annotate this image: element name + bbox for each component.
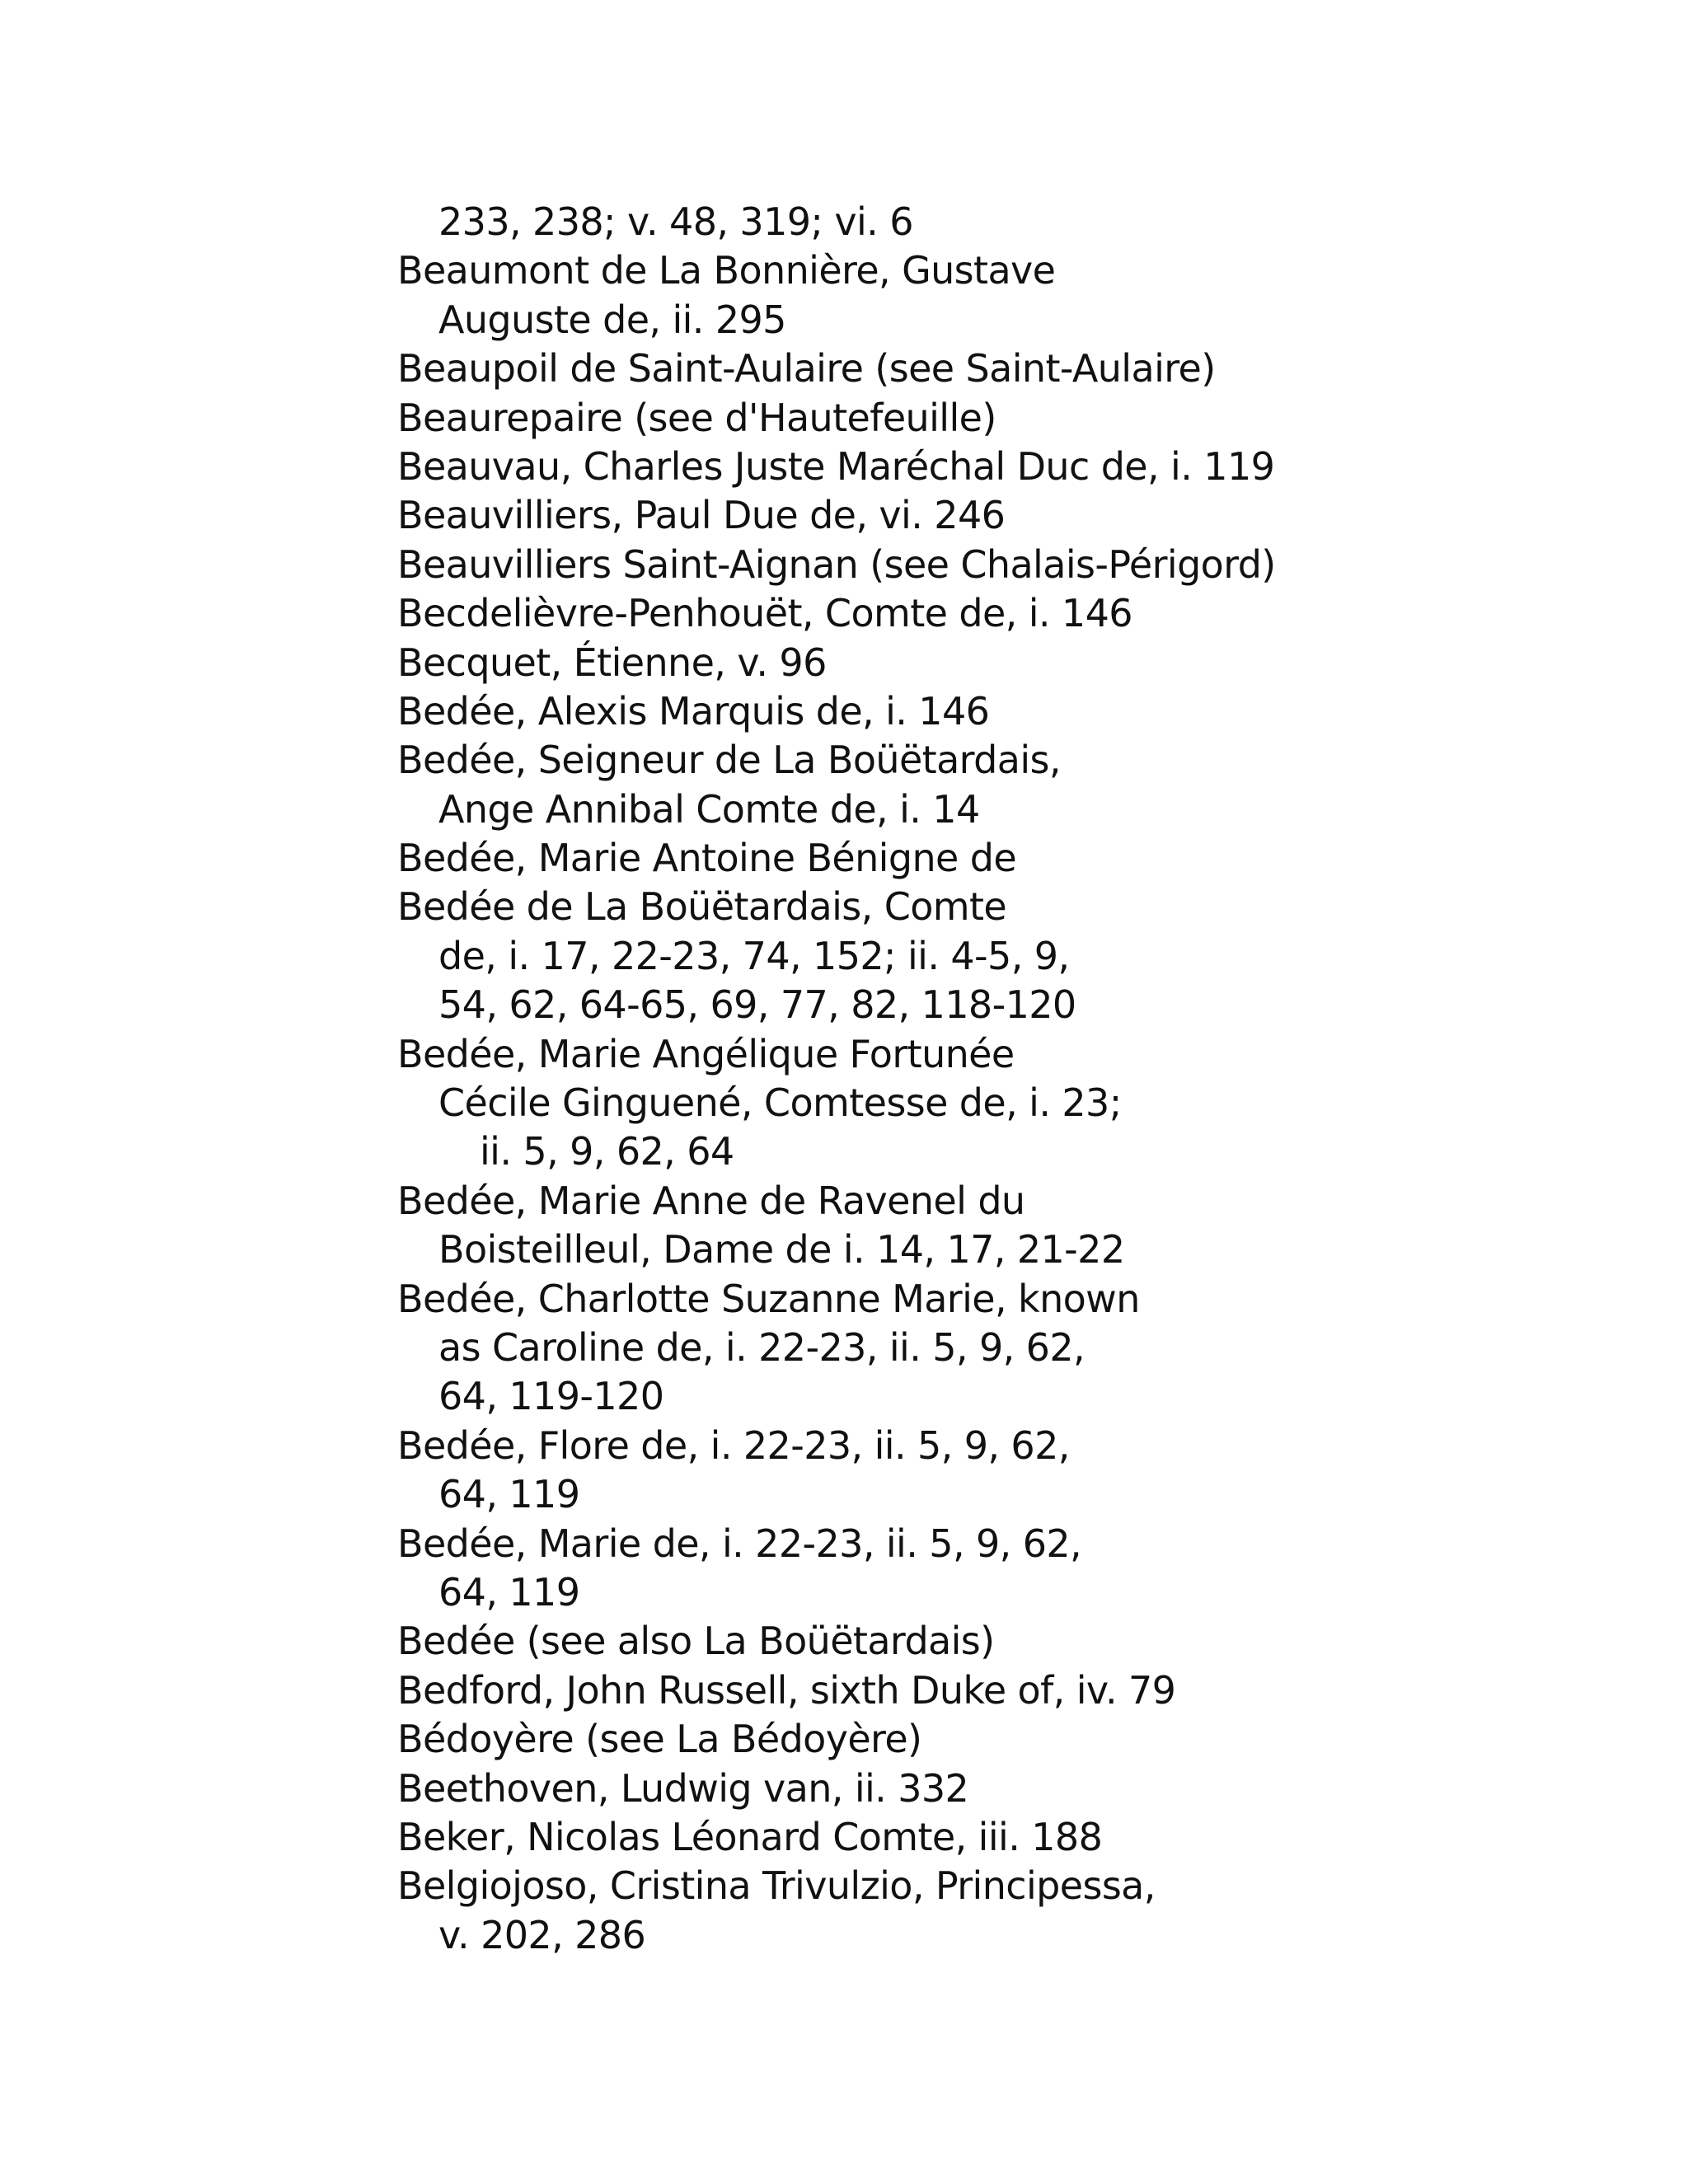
index-entry-continuation: Ange Annibal Comte de, i. 14 — [438, 786, 980, 832]
index-entry-continuation: 54, 62, 64-65, 69, 77, 82, 118-120 — [438, 982, 1076, 1028]
index-entry: Becdelièvre-Penhouët, Comte de, i. 146 — [397, 591, 1132, 636]
index-entry: Beauvilliers, Paul Due de, vi. 246 — [397, 493, 1006, 538]
index-entry: Bedée, Seigneur de La Boüëtardais, — [397, 738, 1061, 783]
index-entry: Bedée, Marie Anne de Ravenel du — [397, 1178, 1025, 1223]
index-entry-continuation: v. 202, 286 — [438, 1912, 646, 1957]
index-entry-continuation: Cécile Ginguené, Comtesse de, i. 23; — [438, 1080, 1122, 1126]
index-entry-continuation: as Caroline de, i. 22-23, ii. 5, 9, 62, — [438, 1324, 1085, 1370]
index-entry: Beauvilliers Saint-Aignan (see Chalais-Périgord) — [397, 541, 1276, 587]
index-entry-list — [397, 198, 1634, 1960]
index-entry: Bedée, Marie Antoine Bénigne de — [397, 836, 1017, 881]
index-entry: Bedée de La Boüëtardais, Comte — [397, 884, 1007, 930]
index-entry: Beaumont de La Bonnière, Gustave — [397, 248, 1056, 293]
index-entry: Bedée, Flore de, i. 22-23, ii. 5, 9, 62, — [397, 1422, 1070, 1468]
index-entry: Bedée, Alexis Marquis de, i. 146 — [397, 688, 990, 733]
index-entry: Bedée (see also La Boüëtardais) — [397, 1619, 995, 1664]
index-entry: Beaupoil de Saint-Aulaire (see Saint-Aulaire) — [397, 346, 1216, 391]
index-entry-continuation: Auguste de, ii. 295 — [438, 297, 786, 342]
index-entry: Beker, Nicolas Léonard Comte, iii. 188 — [397, 1814, 1103, 1859]
index-entry-continuation: Boisteilleul, Dame de i. 14, 17, 21-22 — [438, 1227, 1125, 1272]
index-entry: Bedée, Marie de, i. 22-23, ii. 5, 9, 62, — [397, 1521, 1082, 1566]
index-entry: Bedford, John Russell, sixth Duke of, iv. 79 — [397, 1667, 1176, 1713]
index-entry: Becquet, Étienne, v. 96 — [397, 640, 827, 685]
index-entry: Bedée, Marie Angélique Fortunée — [397, 1031, 1015, 1076]
index-entry-continuation: 64, 119 — [438, 1472, 580, 1517]
index-entry-continuation: de, i. 17, 22-23, 74, 152; ii. 4-5, 9, — [438, 933, 1070, 978]
index-entry: Beethoven, Ludwig van, ii. 332 — [397, 1765, 969, 1811]
index-entry-continuation: ii. 5, 9, 62, 64 — [480, 1129, 734, 1174]
index-entry: Bedée, Charlotte Suzanne Marie, known — [397, 1276, 1140, 1321]
index-entry-continuation: 64, 119-120 — [438, 1374, 664, 1419]
index-entry: Belgiojoso, Cristina Trivulzio, Principessa, — [397, 1863, 1156, 1909]
index-entry: Bédoyère (see La Bédoyère) — [397, 1717, 922, 1762]
index-entry-continuation: 233, 238; v. 48, 319; vi. 6 — [438, 199, 913, 244]
index-entry: Beauvau, Charles Juste Maréchal Duc de, i. 119 — [397, 443, 1275, 489]
index-entry: Beaurepaire (see d'Hautefeuille) — [397, 395, 996, 440]
index-entry-continuation: 64, 119 — [438, 1569, 580, 1615]
